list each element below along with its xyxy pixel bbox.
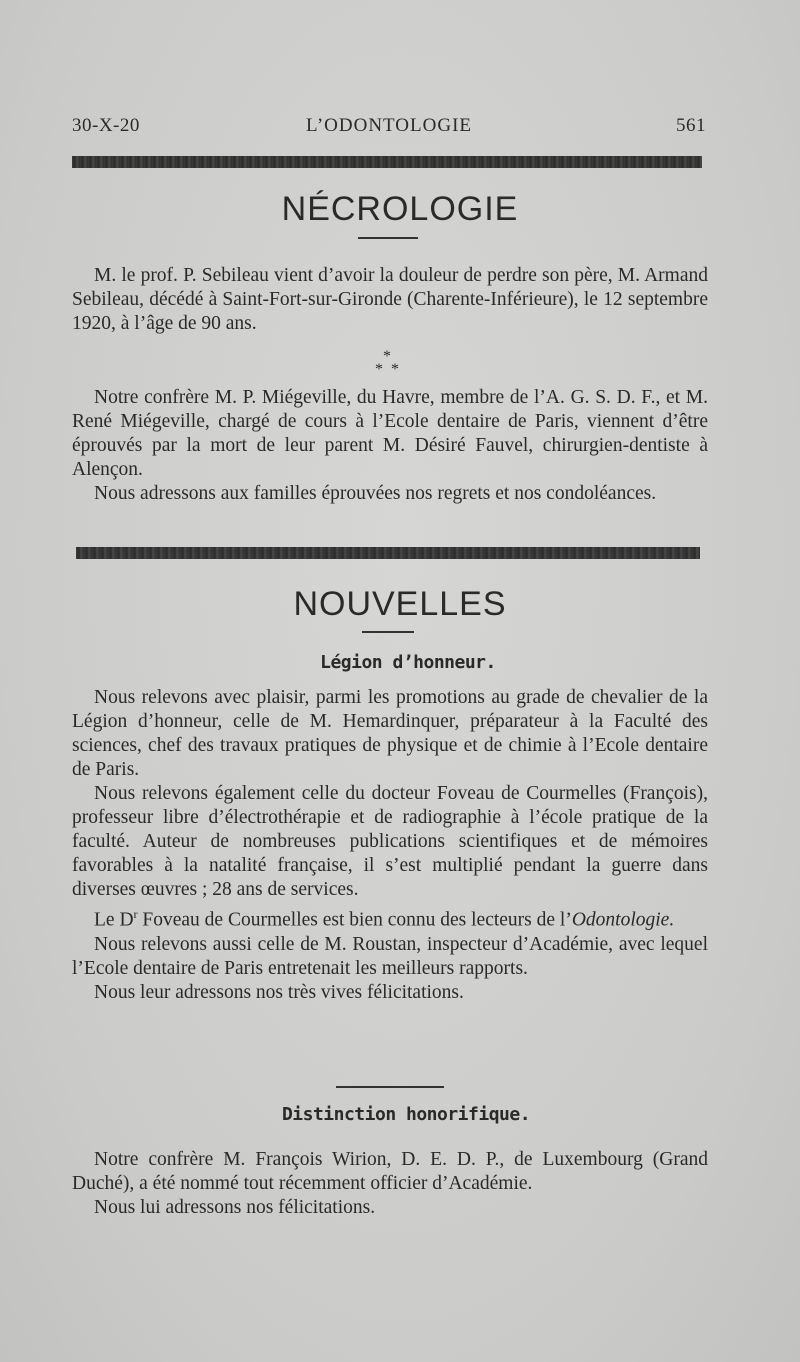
paragraph: Nous leur adressons nos très vives félicitations. <box>94 981 464 1003</box>
text-run: Foveau de Courmelles est bien connu des lecteurs de l’ <box>137 909 572 931</box>
necrologie-body-2 <box>72 386 708 506</box>
necrologie-body-1 <box>72 264 708 336</box>
legion-body <box>72 686 708 1005</box>
text-run: Le D <box>94 909 134 931</box>
paragraph: Nous relevons aussi celle de M. Roustan, inspecteur d’Académie, avec lequel l’Ecole dentaire de Paris entretenait les meilleurs rapports. <box>72 933 708 979</box>
section-title-necrologie: NÉCROLOGIE <box>281 190 519 228</box>
paragraph: Notre confrère M. P. Miégeville, du Havre, membre de l’A. G. S. D. F., et M. René Miégeville, chargé de cours à l’Ecole dentaire de Paris, viennent d’être éprouvés par la mort de leur parent M. Désiré Fauvel, chirurgien-dentiste à Alençon. <box>72 387 708 480</box>
page-number: 561 <box>676 115 706 136</box>
asterism-icon <box>372 350 402 378</box>
svg-text:*: * <box>375 361 383 378</box>
title-underline <box>362 631 414 633</box>
paragraph: Nous lui adressons nos félicitations. <box>94 1197 376 1218</box>
paragraph: M. le prof. P. Sebileau vient d’avoir la douleur de perdre son père, M. Armand Sebileau, décédé à Saint-Fort-sur-Gironde (Charente-Inférieure), le 12 septembre 1920, à l’âge de 90 ans. <box>72 265 708 334</box>
ornamental-rule-middle <box>76 547 700 559</box>
asterism-separator <box>372 350 402 378</box>
subheading-distinction: Distinction honorifique. <box>281 1104 531 1125</box>
journal-title: L’ODONTOLOGIE <box>305 115 473 136</box>
paragraph: Nous relevons également celle du docteur Foveau de Courmelles (François), professeur libre d’électrothérapie et de radiographie à l’école pratique de la faculté. Auteur de nombreuses publications scientifiques et de mémoires favorables à la natalité française, il s’est multiplié pendant la guerre dans diverses œuvres ; 28 ans de services. <box>72 783 708 900</box>
paragraph <box>72 902 708 933</box>
superscript: r <box>133 907 138 921</box>
issue-date: 30-X-20 <box>72 115 140 136</box>
subheading-legion: Légion d’honneur. <box>320 652 496 673</box>
paragraph: Notre confrère M. François Wirion, D. E. D. P., de Luxembourg (Grand Duché), a été nommé tout récemment officier d’Académie. <box>72 1149 708 1194</box>
svg-text:*: * <box>391 361 399 378</box>
journal-name-italic: Odontologie. <box>571 909 675 931</box>
section-divider <box>336 1086 444 1088</box>
svg-text:*: * <box>383 350 391 365</box>
ornamental-rule-top <box>72 156 702 168</box>
running-head <box>72 115 706 141</box>
paragraph: Nous relevons avec plaisir, parmi les promotions au grade de chevalier de la Légion d’honneur, celle de M. Hemardinquer, préparateur à la Faculté des sciences, chef des travaux pratiques de physique et de chimie à l’Ecole dentaire de Paris. <box>72 687 708 780</box>
paragraph: Nous adressons aux familles éprouvées nos regrets et nos condoléances. <box>94 483 657 504</box>
distinction-body <box>72 1148 708 1220</box>
section-title-nouvelles: NOUVELLES <box>293 585 507 623</box>
title-underline <box>358 237 418 239</box>
